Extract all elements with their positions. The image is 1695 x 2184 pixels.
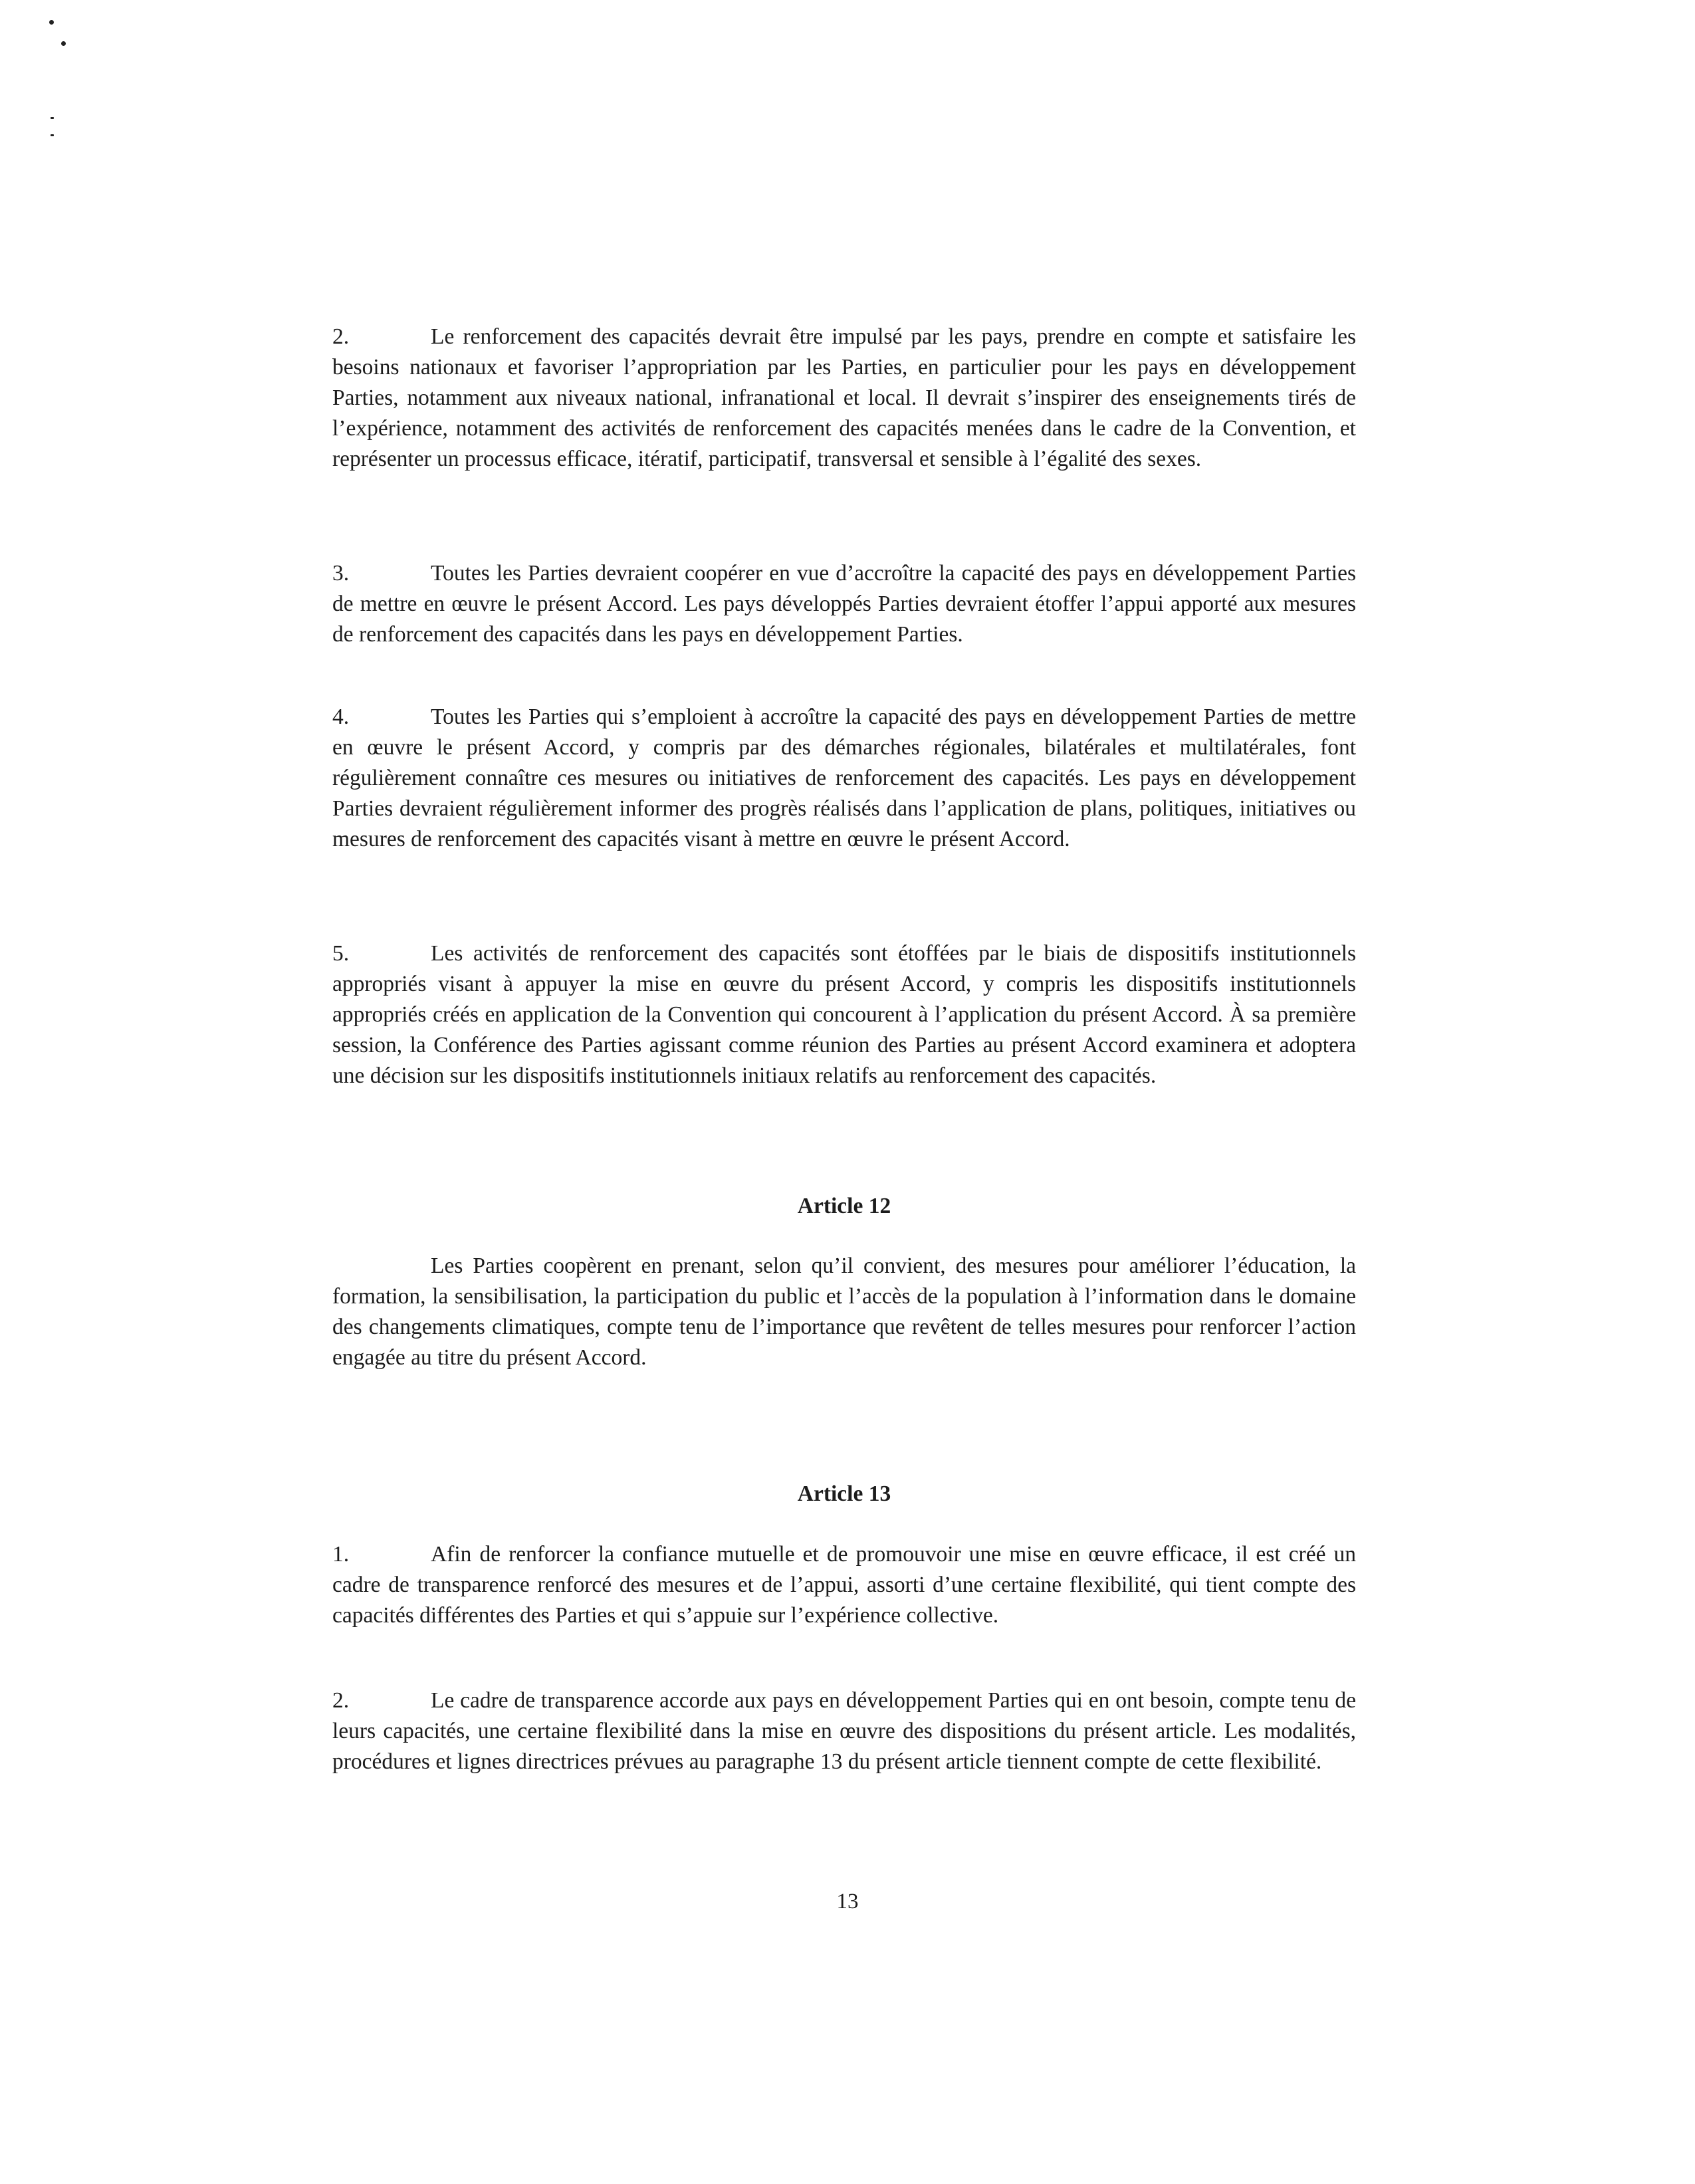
paragraph-art11-3 bbox=[332, 558, 1356, 650]
paragraph-text: Toutes les Parties devraient coopérer en vue d’accroître la capacité des pays en développement Parties de mettre en œuvre le présent Accord. Les pays développés Parties devraient étoffer l’appui apporté aux mesures de renforcement des capacités dans les pays en développement Parties. bbox=[332, 561, 1356, 647]
paragraph-text: Le renforcement des capacités devrait être impulsé par les pays, prendre en compte et satisfaire les besoins nationaux et favoriser l’appropriation par les Parties, en particulier pour les pays en développement Parties, notamment aux niveaux national, infranational et local. Il devrait s’inspirer des enseignements tirés de l’expérience, notamment des activités de renforcement des capacités menées dans le cadre de la Convention, et représenter un processus efficace, itératif, participatif, transversal et sensible à l’égalité des sexes. bbox=[332, 324, 1356, 471]
scan-speck bbox=[61, 41, 66, 46]
paragraph-text: Afin de renforcer la confiance mutuelle et de promouvoir une mise en œuvre efficace, il est créé un cadre de transparence renforcé des mesures et de l’appui, assorti d’une certaine flexibilité, qui tient compte des capacités différentes des Parties et qui s’appuie sur l’expérience collective. bbox=[332, 1542, 1356, 1628]
article-12-heading: Article 12 bbox=[797, 1194, 891, 1218]
paragraph-number: 1. bbox=[332, 1542, 350, 1567]
paragraph-number: 3. bbox=[332, 561, 350, 586]
paragraph-art13-1 bbox=[332, 1539, 1356, 1631]
page-number: 13 bbox=[836, 1890, 859, 1913]
paragraph-number: 2. bbox=[332, 1688, 350, 1713]
scan-speck bbox=[51, 117, 54, 119]
paragraph-text: Toutes les Parties qui s’emploient à accroître la capacité des pays en développement Parties de mettre en œuvre le présent Accord, y compris par des démarches régionales, bilatérales et multilatérales, font régulièrement connaître ces mesures ou initiatives de renforcement des capacités. Les pays en développement Parties devraient régulièrement informer des progrès réalisés dans l’application de plans, politiques, initiatives ou mesures de renforcement des capacités visant à mettre en œuvre le présent Accord. bbox=[332, 705, 1356, 851]
paragraph-number: 2. bbox=[332, 324, 350, 349]
paragraph-number: 4. bbox=[332, 705, 350, 729]
article-13-heading: Article 13 bbox=[797, 1481, 891, 1506]
paragraph-art11-4 bbox=[332, 702, 1356, 855]
scan-speck bbox=[49, 20, 54, 25]
paragraph-text: Les activités de renforcement des capacités sont étoffées par le biais de dispositifs institutionnels appropriés visant à appuyer la mise en œuvre du présent Accord, y compris les dispositifs institutionnels appropriés créés en application de la Convention qui concourent à l’application du présent Accord. À sa première session, la Conférence des Parties agissant comme réunion des Parties au présent Accord examinera et adoptera une décision sur les dispositifs institutionnels initiaux relatifs au renforcement des capacités. bbox=[332, 941, 1356, 1088]
scan-speck bbox=[51, 134, 54, 136]
paragraph-art13-2 bbox=[332, 1686, 1356, 1777]
article-12-paragraph: Les Parties coopèrent en prenant, selon qu’il convient, des mesures pour améliorer l’éducation, la formation, la sensibilisation, la participation du public et l’accès de la population à l’information dans le domaine des changements climatiques, compte tenu de l’importance que revêtent de telles mesures pour renforcer l’action engagée au titre du présent Accord. bbox=[332, 1254, 1356, 1370]
paragraph-art11-5 bbox=[332, 938, 1356, 1091]
paragraph-number: 5. bbox=[332, 941, 350, 966]
paragraph-text: Le cadre de transparence accorde aux pays en développement Parties qui en ont besoin, compte tenu de leurs capacités, une certaine flexibilité dans la mise en œuvre des dispositions du présent article. Les modalités, procédures et lignes directrices prévues au paragraphe 13 du présent article tiennent compte de cette flexibilité. bbox=[332, 1688, 1356, 1774]
paragraph-art11-2 bbox=[332, 322, 1356, 475]
